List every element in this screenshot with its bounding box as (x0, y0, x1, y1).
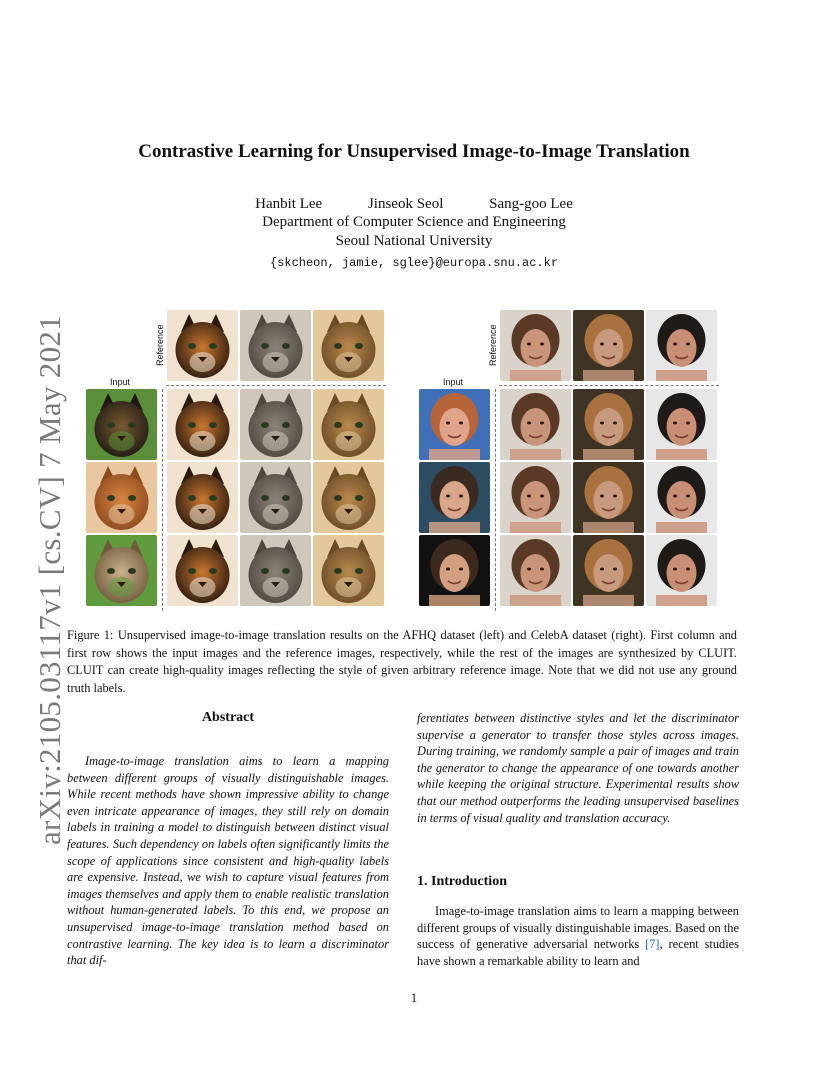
celeba-grid (400, 0, 828, 620)
synthesized-image (313, 389, 384, 460)
arxiv-stamp: arXiv:2105.03117v1 [cs.CV] 7 May 2021 (32, 314, 67, 845)
synthesized-image (500, 462, 571, 533)
input-image (86, 535, 157, 606)
reference-image (573, 310, 644, 381)
citation-link[interactable]: [7] (645, 937, 660, 952)
synthesized-image (646, 389, 717, 460)
introduction-text-part: , recent studies have shown a remarkable ability to learn and (417, 937, 739, 968)
abstract-text-continued: ferentiates between distinctive styles and let the discriminator supervise a generator to transfer those styles across images. During training, we randomly sample a pair of images and train the generator to change the appearance of one towards another while keeping the original structure. Experimental results show that our method outperforms the leading unsupervised baselines in terms of visual quality and translation accuracy. (417, 711, 739, 825)
reference-image (313, 310, 384, 381)
author-name: Hanbit Lee (255, 196, 323, 212)
abstract-text: Image-to-image translation aims to learn a mapping between different groups of visually distinguishable images. While recent methods have shown impressive ability to change even intricate appearance of images, they still rely on domain labels in training a model to distinguish between distinct visual features. Such dependency on labels often significantly limits the scope of applications since consistent and high-quality labels are expensive. Instead, we wish to capture visual features from images themselves and apply them to enable realistic translation without human-generated labels. To this end, we propose an unsupervised image-to-image translation method based on contrastive learning. The key idea is to learn a discriminator that dif- (67, 754, 389, 968)
synthesized-image (646, 535, 717, 606)
synthesized-image (167, 462, 238, 533)
input-label: Input (443, 377, 464, 387)
input-image (419, 462, 490, 533)
author-emails: {skcheon, jamie, sglee}@europa.snu.ac.kr (269, 256, 559, 270)
reference-image (500, 310, 571, 381)
introduction-text-part: Image-to-image translation aims to learn a mapping between different groups of visually distinguishable images. Based on the success of generative adversarial networks (417, 904, 739, 952)
synthesized-image (313, 535, 384, 606)
reference-label: Reference (155, 324, 165, 366)
input-image (86, 462, 157, 533)
synthesized-image (500, 389, 571, 460)
synthesized-image (573, 462, 644, 533)
synthesized-image (573, 389, 644, 460)
synthesized-image (240, 535, 311, 606)
reference-label: Reference (488, 324, 498, 366)
figure-caption: Figure 1: Unsupervised image-to-image translation results on the AFHQ dataset (left) and CelebA dataset (right). First column and first row shows the input images and the reference images, respectively, while the rest of the images are synthesized by CLUIT. CLUIT can create high-quality images reflecting the style of given arbitrary reference image. Note that we did not use any ground truth labels. (67, 628, 737, 695)
reference-image (646, 310, 717, 381)
author-name: Sang-goo Lee (489, 196, 573, 212)
abstract-heading: Abstract (201, 710, 255, 725)
synthesized-image (167, 535, 238, 606)
synthesized-image (573, 535, 644, 606)
synthesized-image (500, 535, 571, 606)
synthesized-image (167, 389, 238, 460)
reference-image (167, 310, 238, 381)
input-image (419, 535, 490, 606)
afhq-grid (0, 0, 400, 620)
input-image (86, 389, 157, 460)
synthesized-image (240, 389, 311, 460)
synthesized-image (240, 462, 311, 533)
synthesized-image (313, 462, 384, 533)
introduction-text (417, 903, 739, 969)
affiliation-department: Department of Computer Science and Engineering (262, 214, 566, 230)
reference-image (240, 310, 311, 381)
input-image (419, 389, 490, 460)
paper-title: Contrastive Learning for Unsupervised Image-to-Image Translation (138, 141, 690, 162)
section-heading: 1. Introduction (417, 874, 507, 889)
input-label: Input (110, 377, 131, 387)
page-number: 1 (410, 990, 418, 1005)
author-name: Jinseok Seol (367, 196, 444, 212)
affiliation-university: Seoul National University (335, 233, 493, 249)
synthesized-image (646, 462, 717, 533)
